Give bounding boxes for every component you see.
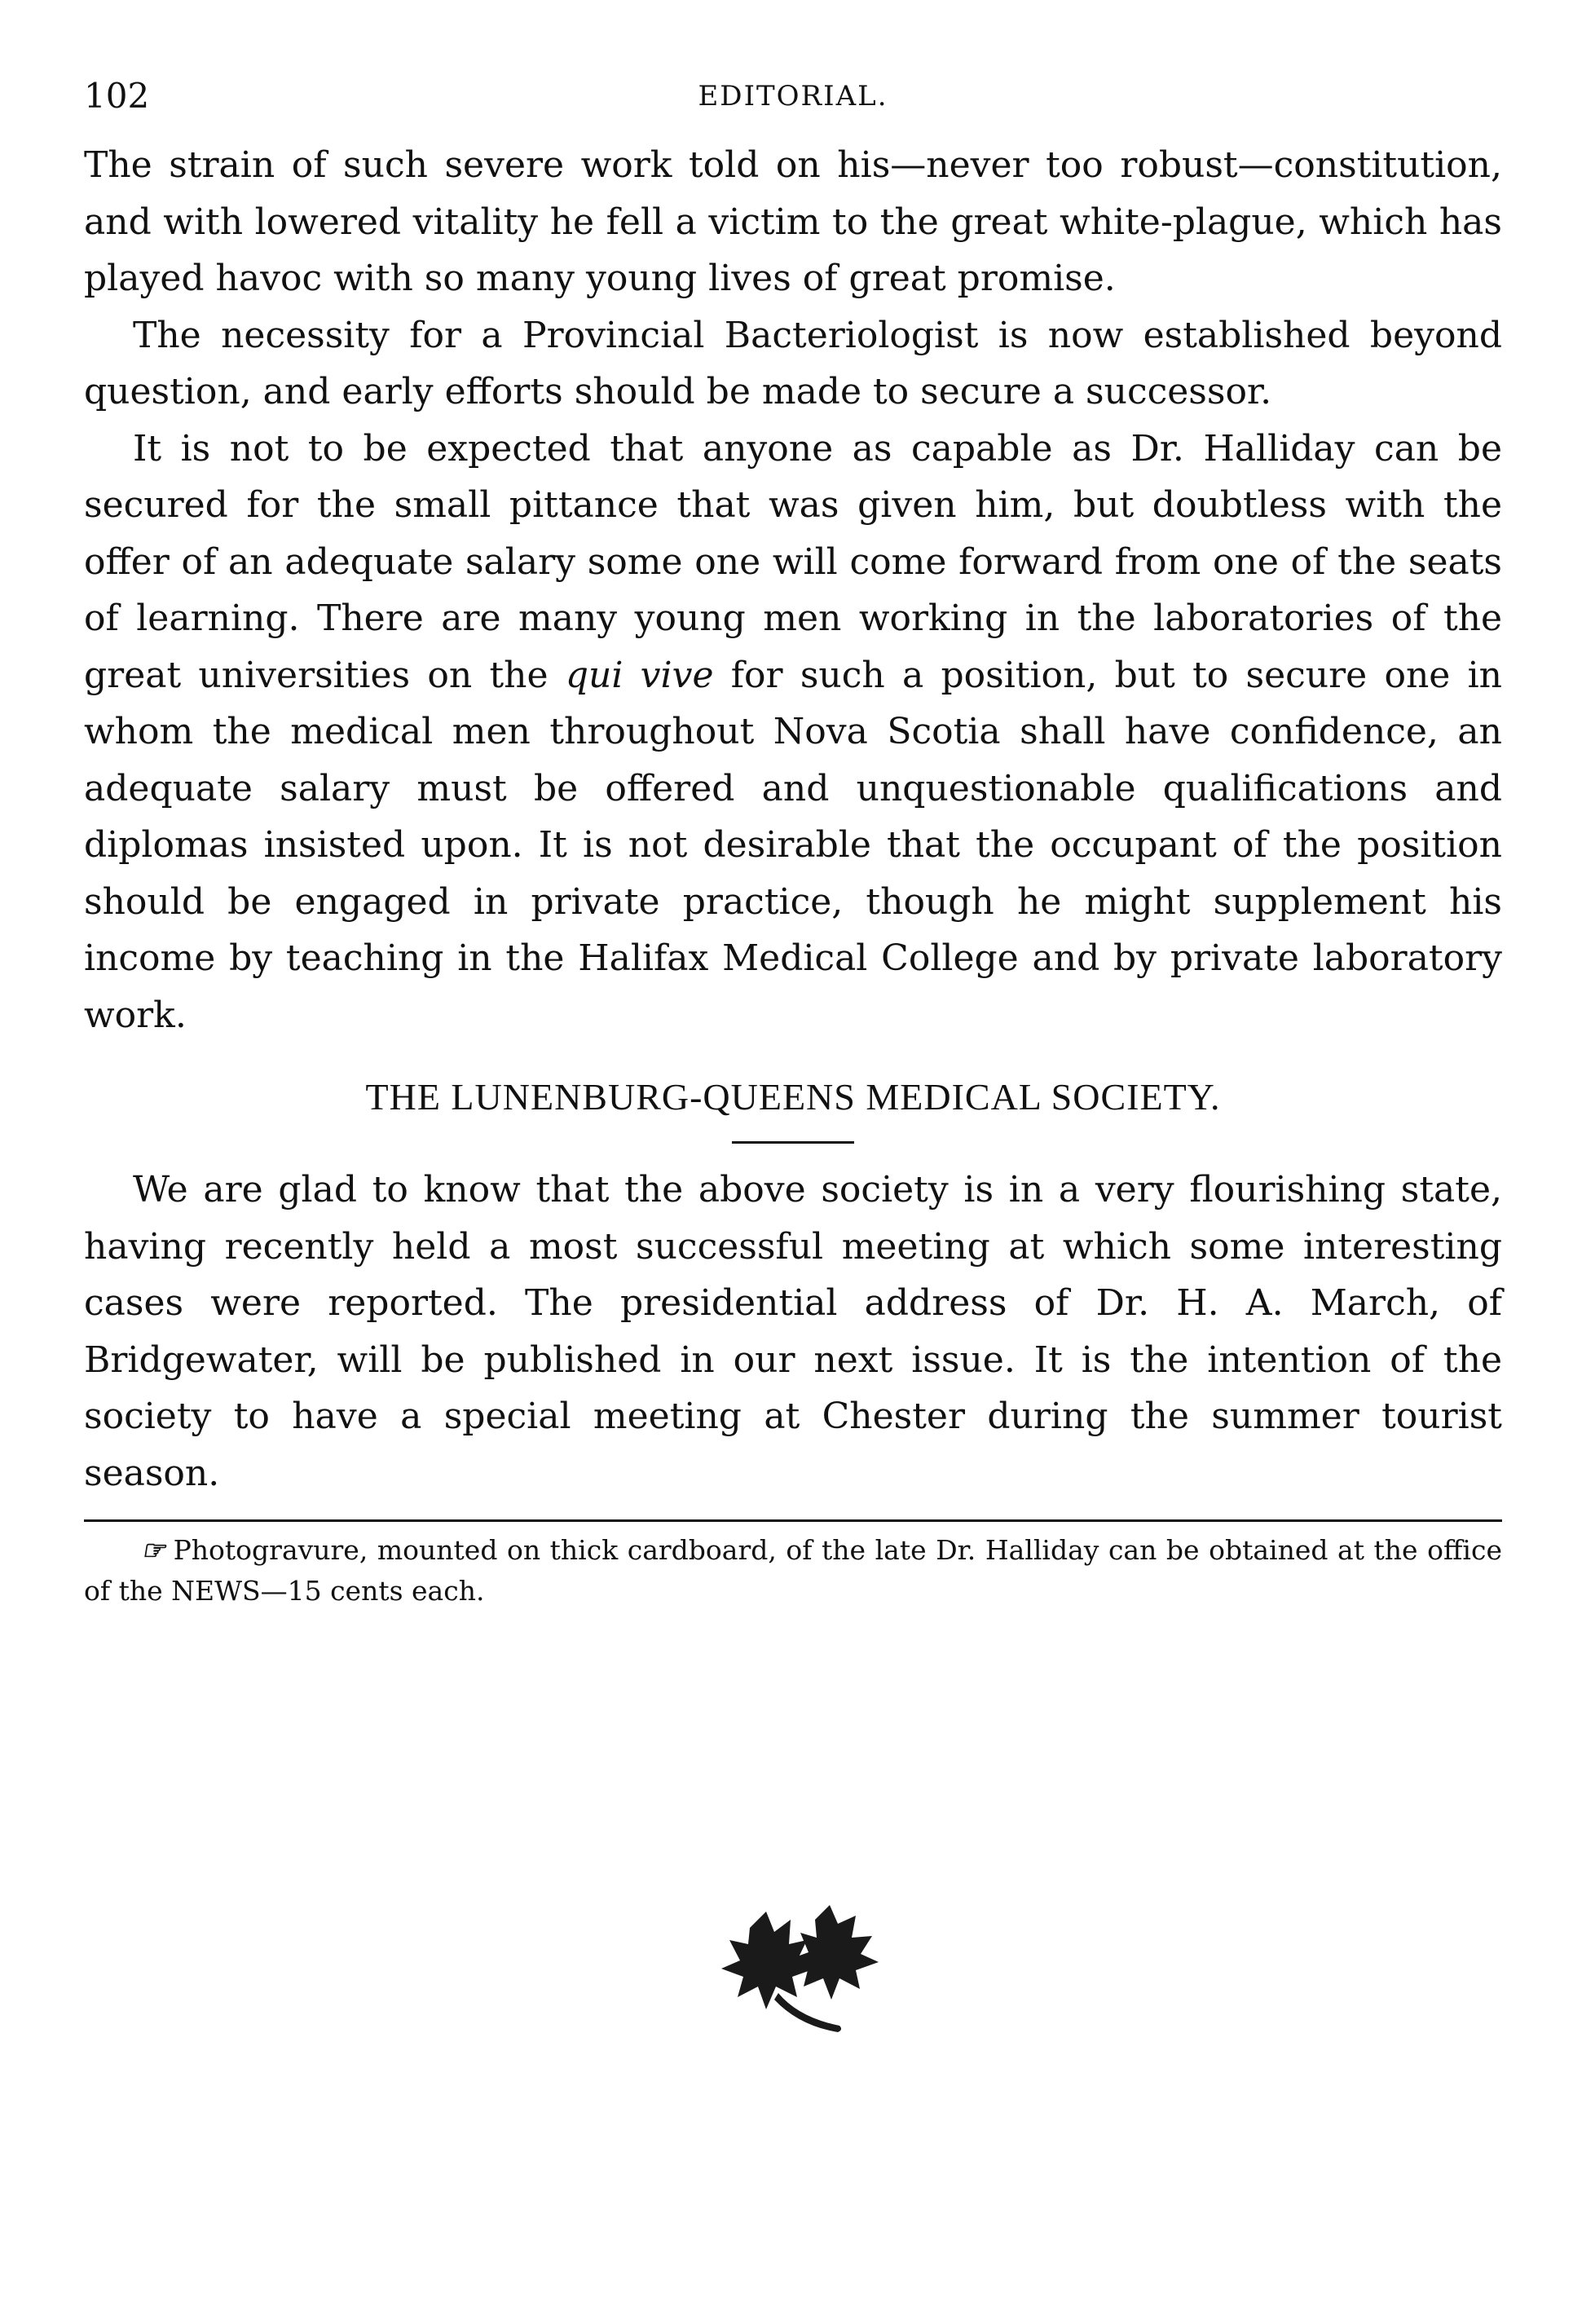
page-number: 102 [84,76,150,116]
paragraph-3-italic: qui vive [565,654,714,696]
maple-leaf-icon [701,1895,897,2050]
paragraph-1: The strain of such severe work told on his—never too robust—constitution, and with lowered vitality he fell a victim to the great white-plague, which has played havoc with so many young lives of great promise. [84,144,1502,299]
editorial-body [84,137,1502,1043]
running-title: EDITORIAL. [698,80,888,112]
section-divider [732,1141,854,1144]
document-page [84,73,1502,1612]
running-head [84,73,1502,119]
paragraph-3 [84,421,1502,1044]
footnote-text: Photogravure, mounted on thick cardboard, of the late Dr. Halliday can be obtained at the office of the NEWS—15 cents each. [84,1534,1502,1607]
society-paragraph: We are glad to know that the above society is in a very flourishing state, having recently held a most successful meeting at which some interesting cases were reported. The presidential address of Dr. H. A. March, of Bridgewater, will be published in our next issue. It is the intention of the society to have a special meeting at Chester during the summer tourist season. [84,1169,1502,1494]
footnote [84,1530,1502,1612]
pointing-hand-icon: ☞ [141,1534,165,1566]
paragraph-3-part-2: for such a position, but to secure one in whom the medical men throughout Nova Scotia shall have confidence, an adequate salary must be offered and unquestionable qualifications and diplomas insisted upon. It is not desirable that the occupant of the position should be engaged in private practice, though he might supplement his income by teaching in the Halifax Medical College and by private laboratory work. [84,654,1503,1036]
paragraph-2: The necessity for a Provincial Bacteriologist is now established beyond question, and early efforts should be made to secure a successor. [84,314,1502,412]
paragraph-3-part-1: It is not to be expected that anyone as capable as Dr. Halliday can be secured for the small pittance that was given him, but doubtless with the offer of an adequate salary some one will come forward from one of the seats of learning. There are many young men working in the laboratories of the great universities on the [84,427,1502,696]
footnote-divider [84,1519,1502,1522]
section-title: THE LUNENBURG-QUEENS MEDICAL SOCIETY. [365,1076,1221,1118]
